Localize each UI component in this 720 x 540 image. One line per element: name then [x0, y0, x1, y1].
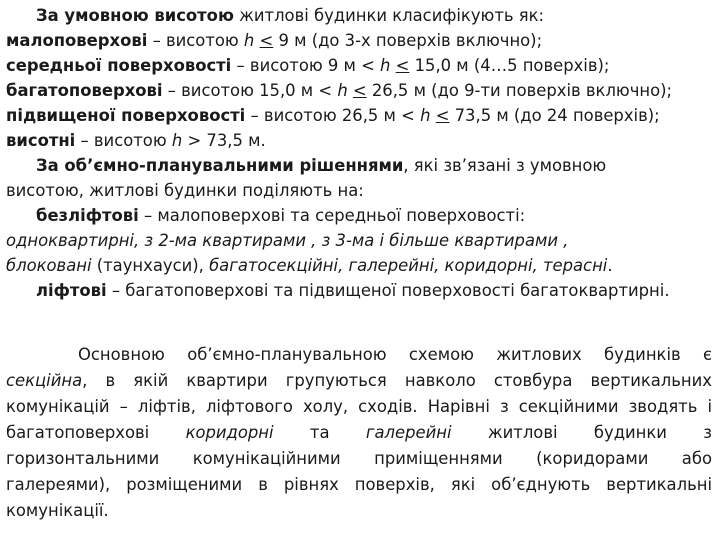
item-multi-storey — [6, 79, 712, 103]
scheme-text: багатоповерхові — [6, 423, 186, 442]
item-low-rise — [6, 29, 712, 53]
item-liftless — [36, 204, 712, 228]
term-gallery: галерейні — [365, 423, 452, 442]
planning-intro-cont: висотою, житлові будинки поділяють на: — [6, 181, 364, 200]
liftless-types-2 — [6, 254, 712, 278]
term-liftless: безліфтові — [36, 206, 139, 225]
scheme-line-5: горизонтальними комунікаційними приміщеннями (коридорами або — [6, 449, 712, 468]
term-sectional: секційна — [6, 371, 83, 390]
scheme-line-4 — [6, 421, 712, 445]
term-corridor: коридорні — [185, 423, 274, 442]
item-text: – висотою 15,0 м < — [162, 81, 338, 100]
term-high-rise: підвищеної поверховості — [6, 106, 246, 125]
item-text: – висотою — [75, 131, 172, 150]
term-low-rise: малоповерхові — [6, 31, 148, 50]
type-townhouses: (таунхауси), — [91, 256, 210, 275]
height-classification-intro — [36, 4, 712, 28]
type-list: багатосекційні, галерейні, коридорні, терасні — [209, 256, 608, 275]
scheme-text: житлові будинки з — [451, 423, 712, 442]
less-equal-sign: < — [352, 81, 367, 100]
term-mid-rise: середньої поверховості — [6, 56, 232, 75]
symbol-h: h — [420, 106, 431, 125]
liftless-types-1-text: одноквартирні, з 2-ма квартирами , з 3-ма і більше квартирами , — [6, 231, 569, 250]
liftless-types-1 — [6, 229, 712, 253]
item-text: 15,0 м (4…5 поверхів); — [409, 56, 610, 75]
item-text: – багатоповерхові та підвищеної поверховості багатоквартирні. — [106, 281, 670, 300]
scheme-text: , в якій квартири групуються навколо стовбура вертикальних — [82, 371, 712, 390]
item-text: 73,5 м (до 24 поверхів); — [449, 106, 660, 125]
symbol-h: h — [337, 81, 348, 100]
item-text: 26,5 м (до 9-ти поверхів включно); — [366, 81, 673, 100]
scheme-line-6: галереями), розміщеними в рівнях поверхів, які об’єднують вертикальні — [6, 475, 712, 494]
type-blocked: блоковані — [6, 256, 92, 275]
period: . — [607, 256, 613, 275]
scheme-line-7: комунікації. — [6, 501, 109, 520]
symbol-h: h — [243, 31, 255, 50]
planning-intro — [36, 154, 712, 178]
scheme-line-2 — [6, 369, 712, 393]
item-high-rise — [6, 104, 712, 128]
term-planning-solutions: За об’ємно-планувальними рішеннями — [36, 156, 404, 175]
scheme-text: та — [273, 423, 366, 442]
less-equal-sign: < — [435, 106, 450, 125]
scheme-line-1: Основною об’ємно-планувальною схемою житлових будинків є — [78, 345, 712, 364]
item-text: 9 м (до 3-х поверхів включно); — [273, 31, 543, 50]
term-conditional-height: За умовною висотою — [36, 6, 234, 25]
item-text: – висотою 26,5 м < — [245, 106, 421, 125]
intro-text: , які зв’язані з умовною — [403, 156, 607, 175]
term-multi-storey: багатоповерхові — [6, 81, 163, 100]
item-mid-rise — [6, 54, 712, 78]
item-text: – висотою 9 м < — [231, 56, 381, 75]
less-equal-sign: < — [259, 31, 274, 50]
item-text: – малоповерхові та середньої поверховості: — [138, 206, 526, 225]
symbol-h: h — [171, 131, 183, 150]
item-text: > 73,5 м. — [182, 131, 266, 150]
item-text: – висотою — [147, 31, 244, 50]
item-tall — [6, 129, 712, 153]
symbol-h: h — [380, 56, 391, 75]
term-lift: ліфтові — [36, 281, 107, 300]
item-lift — [36, 279, 712, 303]
less-equal-sign: < — [395, 56, 410, 75]
intro-text: житлові будинки класифікують як: — [233, 6, 545, 25]
term-tall: висотні — [6, 131, 76, 150]
scheme-line-3: комунікацій – ліфтів, ліфтового холу, сходів. Нарівні з секційними зводять і — [6, 397, 712, 416]
